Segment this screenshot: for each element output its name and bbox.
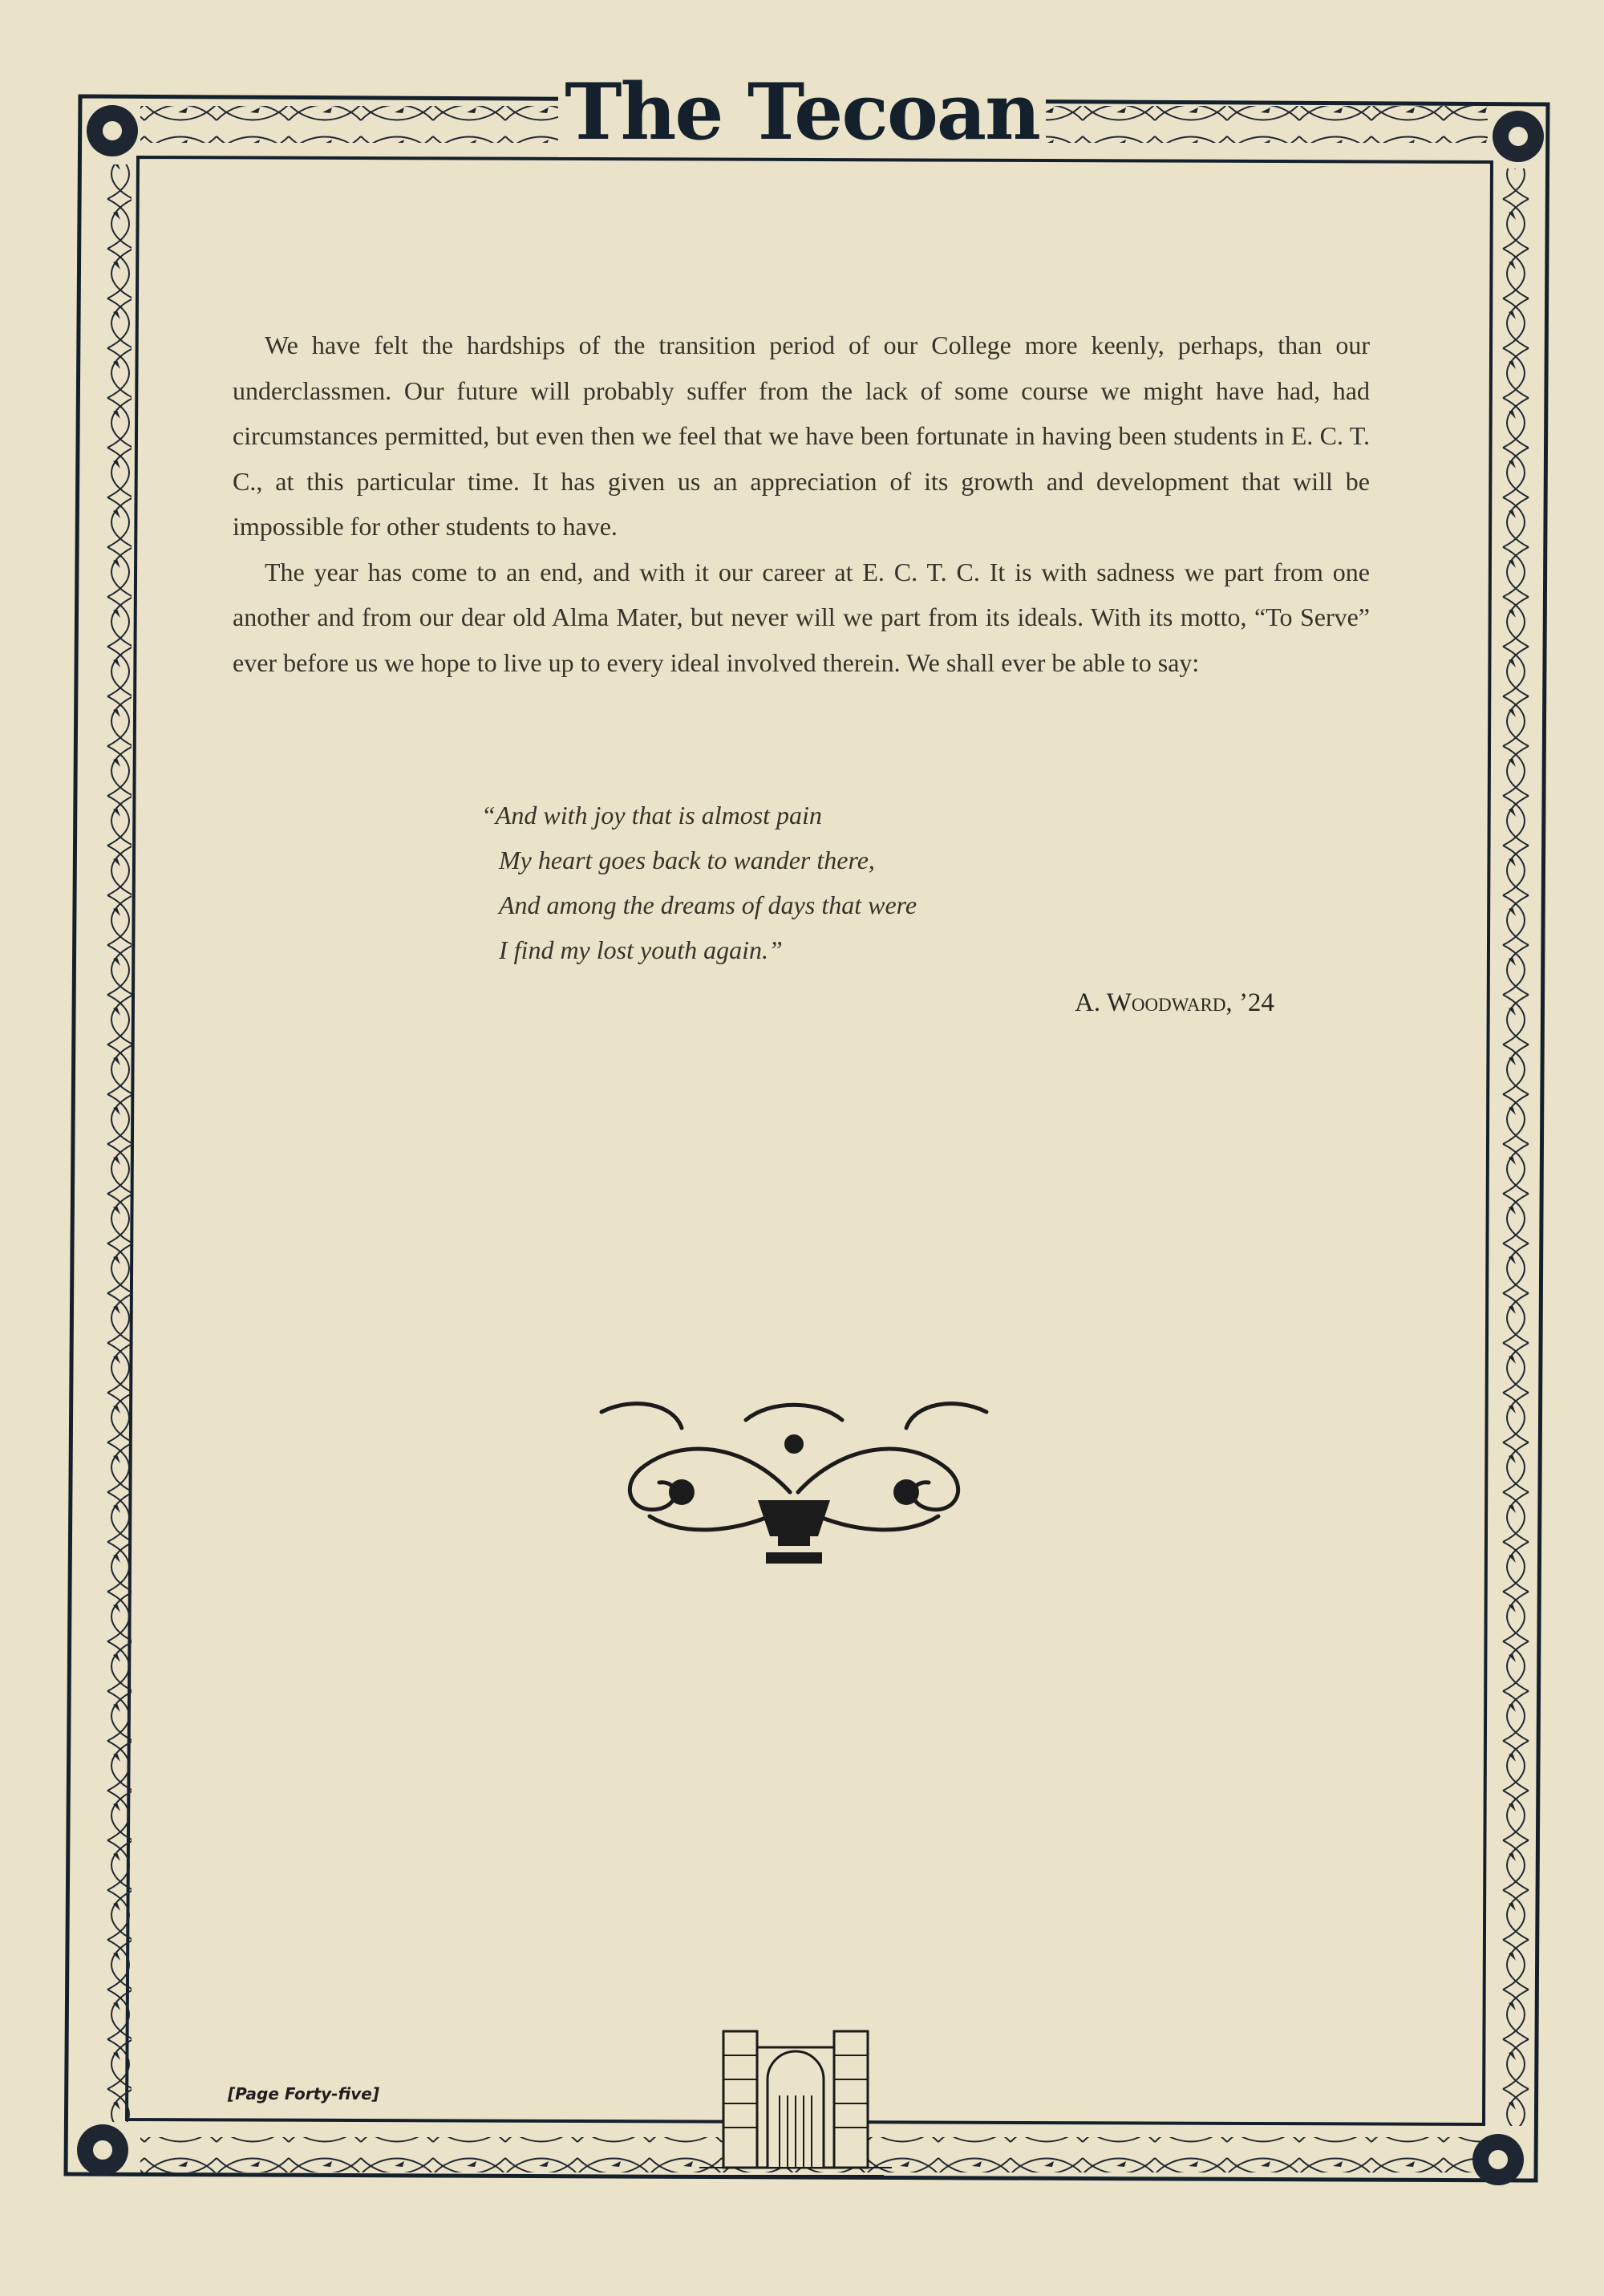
- signature-year: ’24: [1238, 988, 1274, 1017]
- poem-line-2: My heart goes back to wander there,: [499, 846, 875, 874]
- article-body: [233, 322, 1370, 685]
- poem-line-3: And among the dreams of days that were: [499, 890, 917, 919]
- paragraph-2: The year has come to an end, and with it our career at E. C. T. C. It is with sadness we part from one another and from our dear old Alma Mater, but never will we part from its ideals. With its motto, “To Serve” ever before us we hope to live up to every ideal involved therein. We shall ever be able to say:: [233, 557, 1370, 677]
- title-text: The Tecoan: [558, 67, 1046, 157]
- gateway-icon: [699, 2023, 892, 2184]
- poem-line-1: “And with joy that is almost pain: [481, 801, 822, 830]
- poem-quote: [481, 793, 1123, 972]
- paragraph-1: We have felt the hardships of the transition period of our College more keenly, perhaps, than our underclassmen. Our future will probably suffer from the lack of some course we might have had, had circumstances permitted, but even then we feel that we have been fortunate in having been students in E. C. T. C., at this particular time. It has given us an appreciation of its growth and development that will be impossible for other students to have.: [233, 331, 1370, 541]
- page-title: [0, 67, 1604, 157]
- signature-name: A. Woodward,: [1075, 988, 1233, 1017]
- urn-scroll-ornament: [585, 1396, 1003, 1580]
- signature: [1075, 988, 1274, 1018]
- page-number: [Page Forty-five]: [228, 2084, 379, 2103]
- poem-line-4: I find my lost youth again.”: [499, 935, 783, 964]
